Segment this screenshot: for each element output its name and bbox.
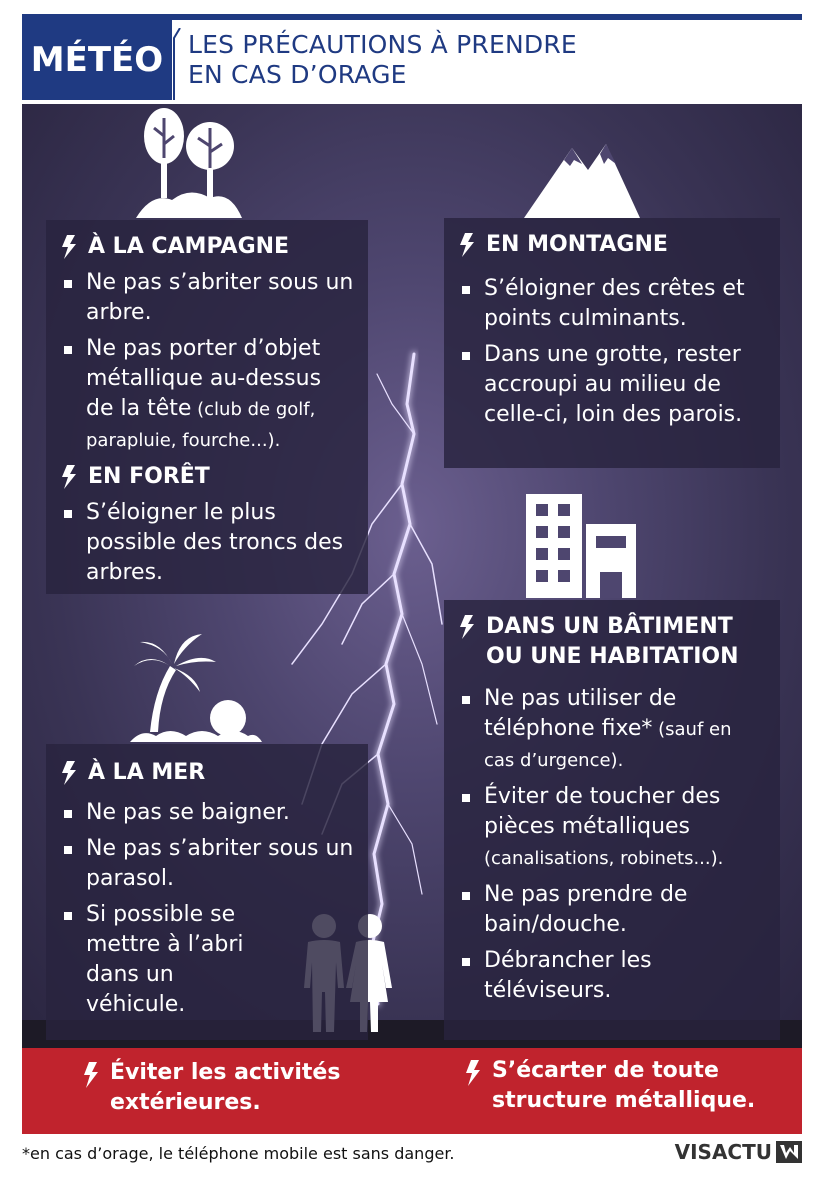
lightning-icon (464, 1060, 482, 1086)
card-batiment (444, 600, 780, 1040)
list-item: S’éloigner le plus possible des troncs des arbres. (60, 498, 354, 588)
page-title: LES PRÉCAUTIONS À PRENDRE EN CAS D’ORAGE (188, 30, 577, 89)
list-item: Dans une grotte, rester accroupi au milieu de celle-ci, loin des parois. (458, 340, 766, 430)
list-item: Éviter de toucher des pièces métalliques (canalisations, robinets...). (458, 782, 766, 874)
lightning-icon (458, 615, 476, 639)
list-item: Ne pas porter d’objet métallique au-dessus de la tête (club de golf, parapluie, fourche...). (60, 334, 354, 456)
footnote: *en cas d’orage, le téléphone mobile est sans danger. (22, 1144, 455, 1163)
list-mer (60, 798, 354, 1020)
list-campagne (60, 268, 354, 456)
lightning-icon (82, 1062, 100, 1088)
warning-outdoor: Éviter les activités extérieures. (82, 1058, 340, 1118)
lightning-icon (60, 235, 78, 259)
list-item: Ne pas se baigner. (60, 798, 354, 828)
card-mer (46, 744, 368, 1040)
meteo-badge: MÉTÉO (22, 20, 172, 100)
list-batiment (458, 684, 766, 1006)
list-item: Ne pas s’abriter sous un parasol. (60, 834, 354, 894)
warning-metal: S’écarter de toute structure métallique. (464, 1056, 755, 1116)
section-title-montagne: EN MONTAGNE (458, 230, 766, 260)
section-title-campagne: À LA CAMPAGNE (60, 232, 354, 262)
bottom-warning-bar (22, 1048, 802, 1134)
list-item: Ne pas prendre de bain/douche. (458, 880, 766, 940)
building-icon (526, 494, 636, 598)
mountain-icon (524, 140, 640, 218)
list-foret (60, 498, 354, 588)
list-montagne (458, 274, 766, 430)
brand-logo: VISACTU (675, 1140, 802, 1164)
lightning-icon (458, 233, 476, 257)
lightning-icon (60, 465, 78, 489)
list-item: S’éloigner des crêtes et points culminants. (458, 274, 766, 334)
header-divider (172, 28, 182, 100)
brand-mark-icon (776, 1141, 802, 1163)
card-montagne (444, 218, 780, 468)
list-item: Si possible se mettre à l’abri dans un véhicule. (60, 900, 256, 1020)
section-title-mer: À LA MER (60, 758, 354, 788)
list-item: Ne pas s’abriter sous un arbre. (60, 268, 354, 328)
lightning-icon (60, 761, 78, 785)
section-title-foret: EN FORÊT (60, 462, 354, 492)
trees-icon (132, 106, 244, 218)
list-item: Débrancher les téléviseurs. (458, 946, 766, 1006)
card-campagne-foret (46, 220, 368, 594)
list-item: Ne pas utiliser de téléphone fixe* (sauf en cas d’urgence). (458, 684, 766, 776)
section-title-batiment: DANS UN BÂTIMENT OU UNE HABITATION (458, 612, 766, 672)
palm-beach-icon (130, 632, 262, 742)
